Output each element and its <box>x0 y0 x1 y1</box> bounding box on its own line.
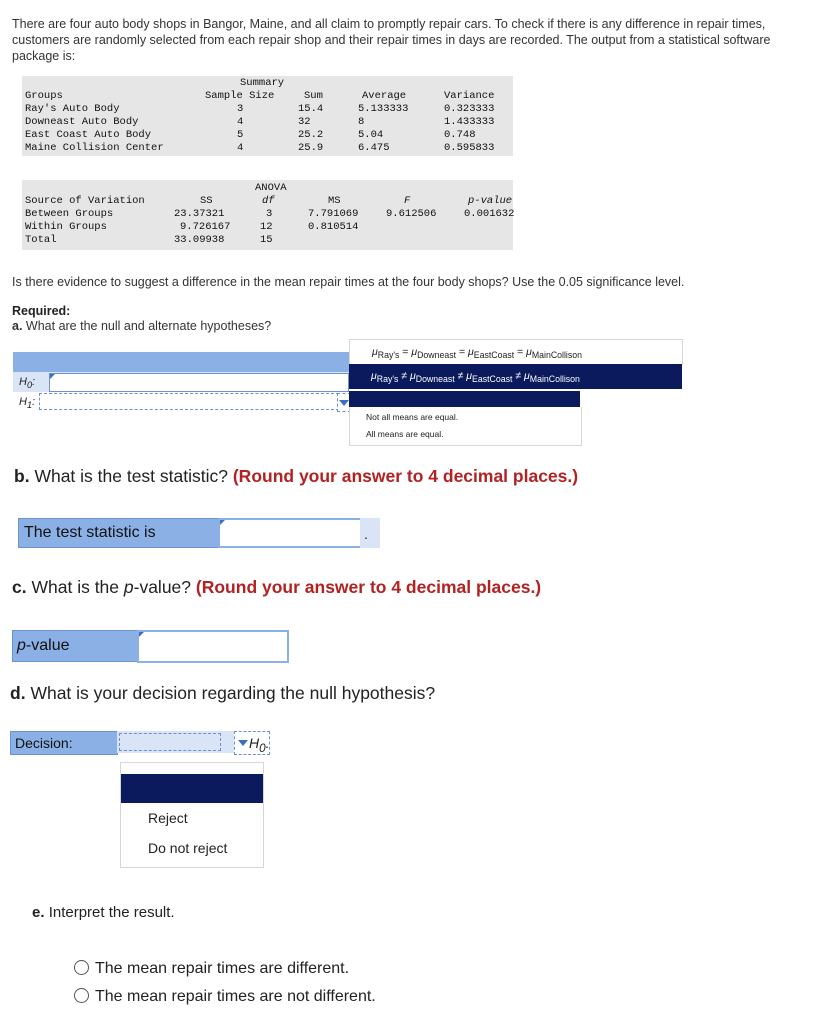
summary-row-sum: 25.2 <box>298 129 324 141</box>
hypothesis-header-bar <box>13 352 349 372</box>
input-flag-icon <box>220 520 225 525</box>
anova-header-f: F <box>404 195 411 207</box>
h0-flag-icon <box>50 374 55 379</box>
anova-header-source: Source of Variation <box>25 195 145 207</box>
decision-label: Decision: <box>10 731 118 755</box>
summary-row-avg: 6.475 <box>358 142 390 154</box>
anova-header-p: p-value <box>468 195 513 207</box>
summary-row-group: Downeast Auto Body <box>25 116 139 128</box>
h0-input[interactable] <box>49 373 349 392</box>
radio-button[interactable] <box>74 960 89 975</box>
h0-row <box>13 372 349 392</box>
summary-row-sum: 32 <box>298 116 311 128</box>
part-d-prompt: d. What is your decision regarding the null hypothesis? <box>10 683 436 703</box>
p-value-input[interactable] <box>137 630 289 663</box>
anova-row-source: Within Groups <box>25 221 107 233</box>
summary-row-group: Ray's Auto Body <box>25 103 120 115</box>
anova-header-ss: SS <box>200 195 213 207</box>
summary-row-n: 3 <box>237 103 244 115</box>
part-e-prompt: e. Interpret the result. <box>32 904 175 921</box>
test-statistic-input[interactable] <box>218 518 362 548</box>
anova-row-ms: 0.810514 <box>308 221 359 233</box>
anova-row-source: Total <box>25 234 57 246</box>
anova-title: ANOVA <box>255 182 287 194</box>
summary-row-n: 4 <box>237 142 244 154</box>
summary-row-sum: 25.9 <box>298 142 324 154</box>
h1-dropdown-menu <box>349 407 582 446</box>
summary-row-var: 1.433333 <box>444 116 495 128</box>
dropdown-highlight <box>121 774 263 803</box>
anova-header-df: df <box>262 195 275 207</box>
decision-h0-text: $H_0$. <box>249 735 270 755</box>
period-cell: . <box>360 518 380 548</box>
h1-label: $H_1$: <box>19 396 36 411</box>
dropdown-option-do-not-reject[interactable]: Do not reject <box>148 840 228 856</box>
anova-row-ss: 23.37321 <box>174 208 225 220</box>
h1-dropdown[interactable] <box>39 393 339 410</box>
summary-row-group: East Coast Auto Body <box>25 129 152 141</box>
hypothesis-option-equal[interactable]: $\mu_{Ray's} = \mu_{Downeast} = \mu_{EastCoast} = \mu_{MainCollison}$ <box>349 339 683 365</box>
summary-header-n: Sample Size <box>205 90 275 102</box>
p-value-label: p-value <box>12 630 138 662</box>
anova-row-df: 15 <box>260 234 273 246</box>
anova-row-ms: 7.791069 <box>308 208 359 220</box>
summary-row-n: 4 <box>237 116 244 128</box>
input-flag-icon <box>139 632 144 637</box>
anova-row-df: 12 <box>260 221 273 233</box>
h0-label: $H_0$: <box>19 376 36 391</box>
summary-row-avg: 8 <box>358 116 365 128</box>
summary-header-sum: Sum <box>304 90 323 102</box>
summary-table <box>22 76 513 156</box>
anova-row-ss: 9.726167 <box>180 221 231 233</box>
radio-option-different[interactable]: The mean repair times are different. <box>74 960 349 978</box>
summary-header-groups: Groups <box>25 90 63 102</box>
summary-row-n: 5 <box>237 129 244 141</box>
intro-text: There are four auto body shops in Bangor, Maine, and all claim to promptly repair cars. To check if there is any difference in repair times, customers are randomly selected from each repair shop and their repair times in days are recorded. The output from a statistical software package is: <box>12 17 771 63</box>
anova-row-f: 9.612506 <box>386 208 437 220</box>
summary-row-var: 0.323333 <box>444 103 495 115</box>
question-text: Is there evidence to suggest a difference in the mean repair times at the four body shops? Use the 0.05 significance level. <box>12 275 685 289</box>
summary-row-sum: 15.4 <box>298 103 324 115</box>
part-a-prompt: a. What are the null and alternate hypotheses? <box>12 319 272 333</box>
summary-row-group: Maine Collision Center <box>25 142 164 154</box>
anova-row-ss: 33.09938 <box>174 234 225 246</box>
dropdown-option[interactable]: Not all means are equal. <box>366 412 459 422</box>
anova-table <box>22 180 513 250</box>
dropdown-highlight <box>349 391 580 407</box>
summary-row-var: 0.748 <box>444 129 476 141</box>
decision-dropdown-toggle[interactable] <box>234 731 270 755</box>
anova-row-p: 0.001632 <box>464 208 515 220</box>
summary-header-var: Variance <box>444 90 495 102</box>
test-statistic-label: The test statistic is <box>18 518 220 548</box>
part-b-prompt: b. What is the test statistic? (Round your answer to 4 decimal places.) <box>14 466 579 486</box>
decision-dropdown-menu <box>120 762 264 868</box>
dropdown-option-reject[interactable]: Reject <box>148 810 188 826</box>
required-label: Required: <box>12 304 71 318</box>
decision-cell <box>117 731 234 753</box>
part-c-prompt: c. What is the p-value? (Round your answer to 4 decimal places.) <box>12 577 542 597</box>
anova-row-source: Between Groups <box>25 208 114 220</box>
dropdown-option[interactable]: All means are equal. <box>366 429 444 439</box>
summary-header-avg: Average <box>362 90 407 102</box>
chevron-down-icon <box>238 740 248 746</box>
decision-dropdown[interactable] <box>119 733 221 751</box>
chevron-down-icon <box>339 400 349 406</box>
summary-title: Summary <box>240 77 285 89</box>
hypothesis-option-notequal[interactable]: $\mu_{Ray's} \ne \mu_{Downeast} \ne \mu_{EastCoast} \ne \mu_{MainCollison}$ <box>349 364 682 389</box>
summary-row-var: 0.595833 <box>444 142 495 154</box>
radio-button[interactable] <box>74 988 89 1003</box>
h1-row <box>13 392 349 412</box>
anova-row-df: 3 <box>266 208 273 220</box>
anova-header-ms: MS <box>328 195 341 207</box>
summary-row-avg: 5.04 <box>358 129 384 141</box>
radio-option-not-different[interactable]: The mean repair times are not different. <box>74 988 376 1006</box>
summary-row-avg: 5.133333 <box>358 103 409 115</box>
